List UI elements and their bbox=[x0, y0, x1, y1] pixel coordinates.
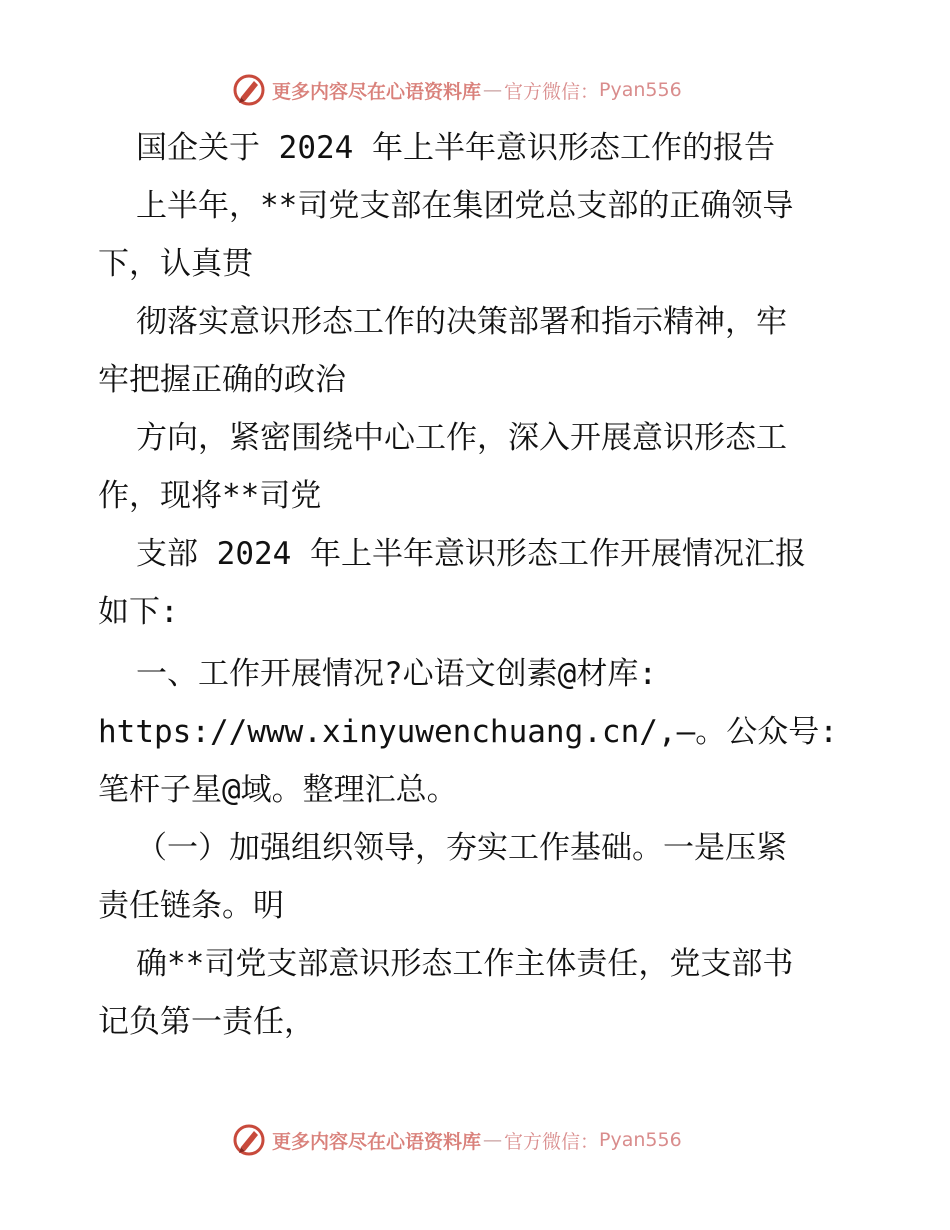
banner-account-label: 官方微信： bbox=[504, 80, 600, 103]
document-title: 国企关于 2024 年上半年意识形态工作的报告 bbox=[136, 130, 775, 166]
body-line: 上半年，**司党支部在集团党总支部的正确领导 bbox=[136, 188, 794, 224]
pen-logo-icon bbox=[232, 1123, 266, 1157]
body-line: 确**司党支部意识形态工作主体责任，党支部书 bbox=[136, 946, 794, 982]
body-line: 下，认真贯 bbox=[98, 246, 253, 282]
banner-separator: — bbox=[483, 1129, 503, 1151]
body-line: 责任链条。明 bbox=[98, 888, 284, 924]
pen-logo-icon bbox=[232, 73, 266, 107]
body-line: 牢把握正确的政治 bbox=[98, 362, 346, 398]
banner-account-label: 官方微信： bbox=[504, 1130, 600, 1153]
body-line: https://www.xinyuwenchuang.cn/,—。公众号: bbox=[98, 714, 838, 750]
section-heading: 一、工作开展情况?心语文创素@材库: bbox=[136, 656, 657, 692]
banner-handle: Pyan556 bbox=[599, 1129, 682, 1151]
banner-brand-text: 更多内容尽在心语资料库 bbox=[272, 1130, 482, 1153]
footer-banner bbox=[232, 1122, 682, 1158]
body-line: 支部 2024 年上半年意识形态工作开展情况汇报 bbox=[136, 536, 806, 572]
body-line: （一）加强组织领导，夯实工作基础。一是压紧 bbox=[136, 830, 787, 866]
banner-handle: Pyan556 bbox=[599, 79, 682, 101]
body-line: 笔杆子星@域。整理汇总。 bbox=[98, 772, 458, 808]
body-line: 方向，紧密围绕中心工作，深入开展意识形态工 bbox=[136, 420, 787, 456]
body-line: 彻落实意识形态工作的决策部署和指示精神，牢 bbox=[136, 304, 787, 340]
body-line: 如下: bbox=[98, 594, 179, 630]
body-line: 记负第一责任， bbox=[98, 1004, 315, 1040]
banner-brand-text: 更多内容尽在心语资料库 bbox=[272, 80, 482, 103]
banner-separator: — bbox=[483, 79, 503, 101]
body-line: 作，现将**司党 bbox=[98, 478, 322, 514]
header-banner bbox=[232, 72, 682, 108]
